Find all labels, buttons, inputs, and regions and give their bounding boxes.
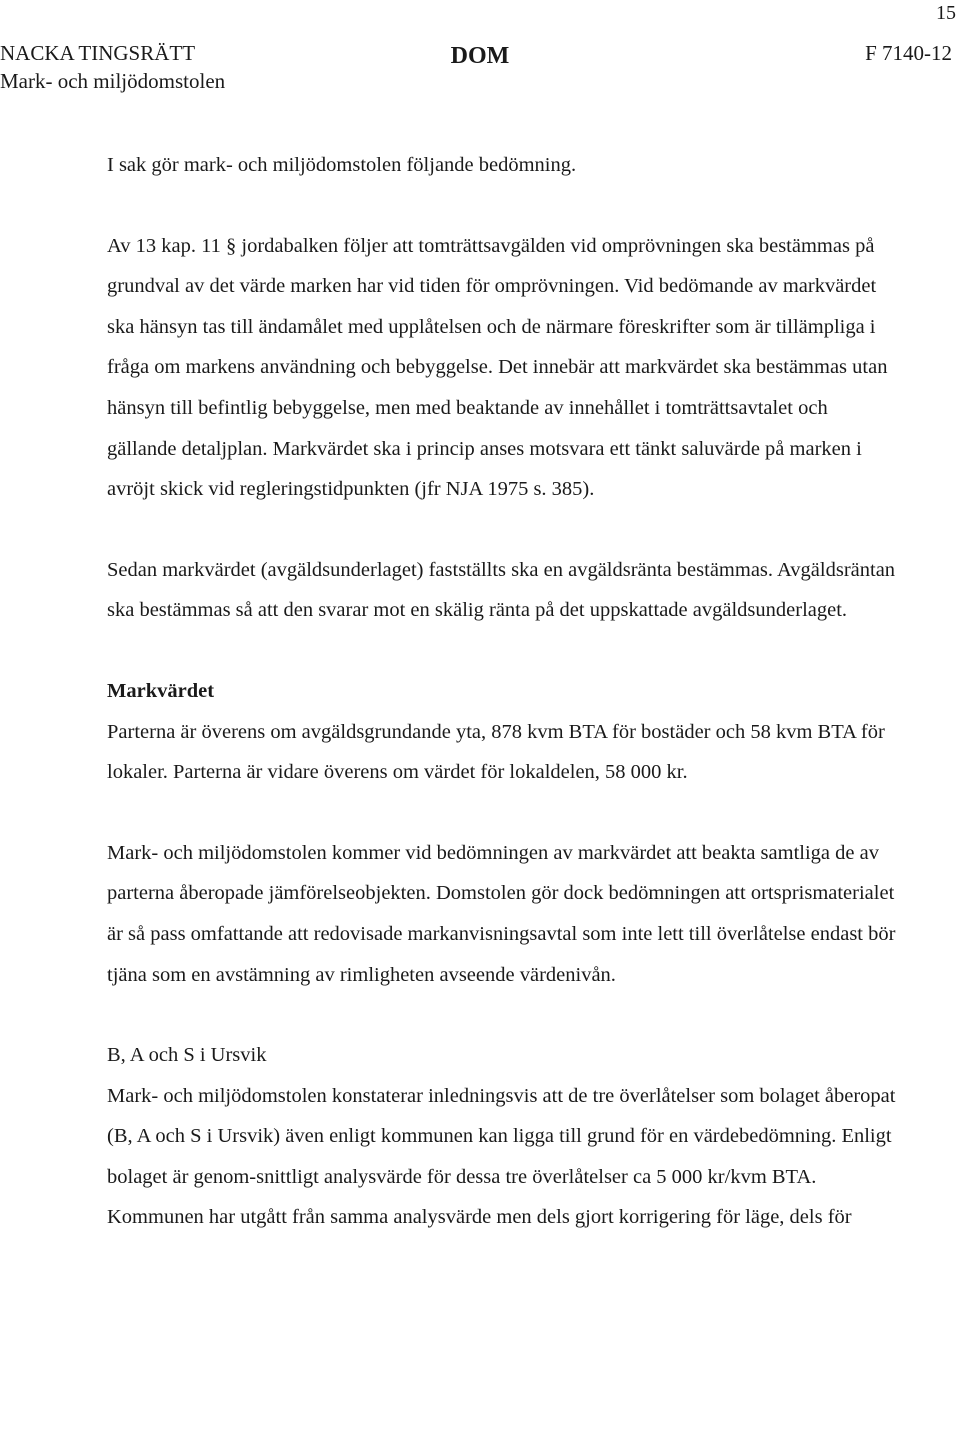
page-number: 15 [936,2,956,24]
court-department: Mark- och miljödomstolen [0,69,226,93]
ursvik-paragraph: Mark- och miljödomstolen konstaterar inledningsvis att de tre överlåtelser som bolaget åberopat (B, A och S i Ursvik) även enligt kommunen kan ligga till grund för en värdebedömning. Enligt bolaget är genom-snittligt analysvärde för dessa tre överlåtelser ca 5 000 kr/kvm BTA. Kommunen har utgått från samma analysvärde men dels gjort korrigering för läge, dels för [107,1084,896,1229]
intro-paragraph: I sak gör mark- och miljödomstolen följande bedömning. [107,154,577,176]
court-name: NACKA TINGSRÄTT [0,41,196,65]
law-paragraph: Av 13 kap. 11 § jordabalken följer att tomträttsavgälden vid omprövningen ska bestämmas på grundval av det värde marken har vid tiden för omprövningen. Vid bedömande av markvärdet ska hänsyn tas till ändamålet med upplåtelsen och de närmare föreskrifter som är tillämpliga i fråga om markens användning och bebyggelse. Det innebär att markvärdet ska bestämmas utan hänsyn till befintlig bebyggelse, men med beaktande av innehållet i tomträttsavtalet och gällande detaljplan. Markvärdet ska i princip anses motsvara ett tänkt saluvärde på marken i avröjt skick vid regleringstidpunkten (jfr NJA 1975 s. 385). [107,234,888,501]
area-paragraph: Parterna är överens om avgäldsgrundande yta, 878 kvm BTA för bostäder och 58 kvm BTA för lokaler. Parterna är vidare överens om värdet för lokaldelen, 58 000 kr. [107,720,885,784]
document-type: DOM [450,43,510,69]
document-header [0,40,960,100]
section-heading-markvardet: Markvärdet [107,679,215,702]
rate-paragraph: Sedan markvärdet (avgäldsunderlaget) fastställts ska en avgäldsränta bestämmas. Avgäldsräntan ska bestämmas så att den svarar mot en skälig ränta på det uppskattade avgäldsunderlaget. [107,558,896,622]
objects-paragraph: Mark- och miljödomstolen kommer vid bedömningen av markvärdet att beakta samtliga de av parterna åberopade jämförelseobjekten. Domstolen gör dock bedömningen att ortsprismaterialet är så pass omfattande att redovisade markanvisningsavtal som inte lett till överlåtelse endast bör tjäna som en avstämning av rimligheten avseende värdenivån. [107,841,896,986]
document-body [107,145,897,1238]
case-number: F 7140-12 [865,41,952,65]
subheading-ursvik: B, A och S i Ursvik [107,1044,267,1067]
